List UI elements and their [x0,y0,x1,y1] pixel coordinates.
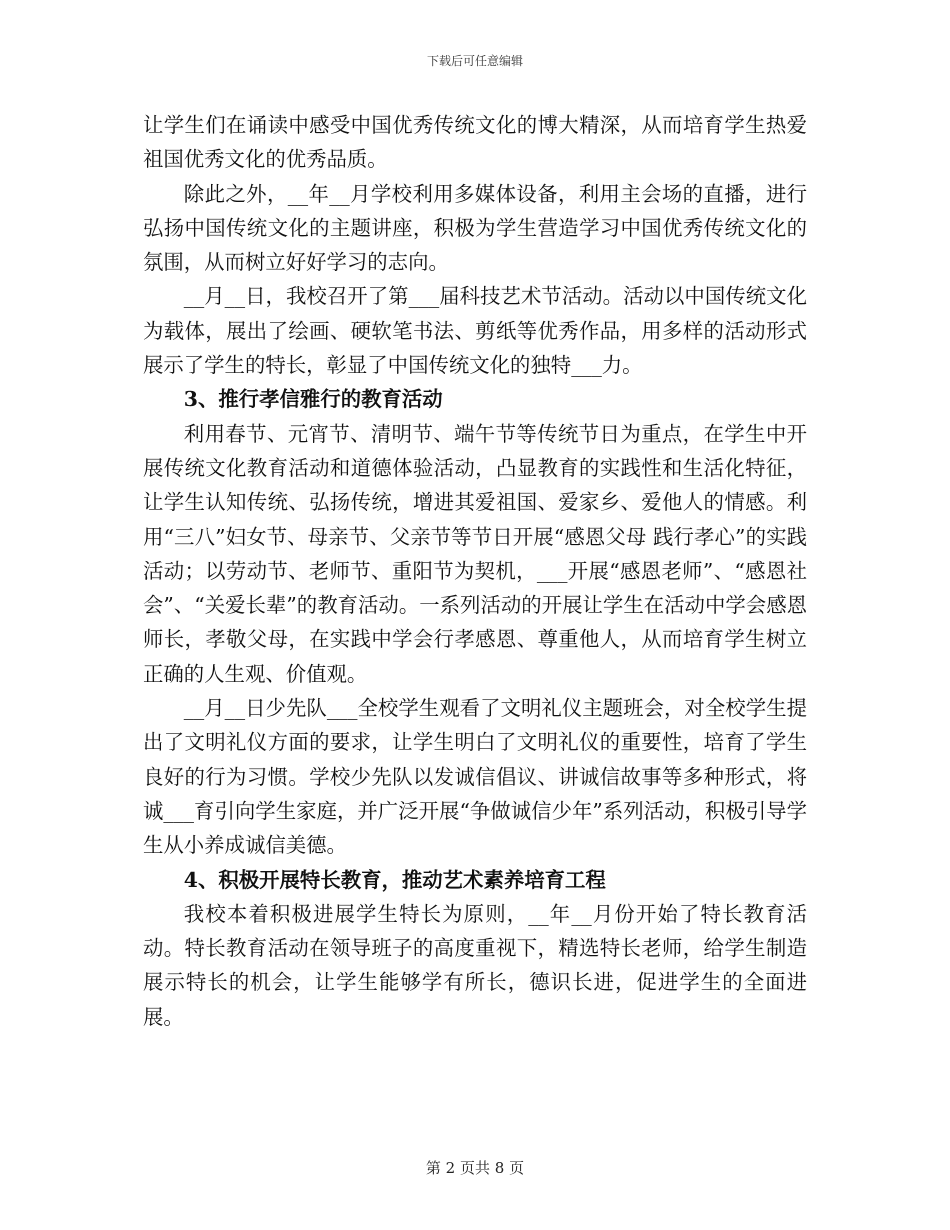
section-heading-3: 3、推行孝信雅行的教育活动 [183,387,443,412]
paragraph-continuation: 让学生们在诵读中感受中国优秀传统文化的博大精深，从而培育学生热爱祖国优秀文化的优秀品质。 [143,113,807,172]
section-heading-4: 4、积极开展特长教育，推动艺术素养培育工程 [183,867,606,892]
paragraph-art-festival: __月__日，我校召开了第___届科技艺术节活动。活动以中国传统文化为载体，展出了绘画、硬软笔书法、剪纸等优秀作品，用多样的活动形式展示了学生的特长，彰显了中国传统文化的独特___力。 [143,284,807,378]
paragraph-etiquette: __月__日少先队___全校学生观看了文明礼仪主题班会，对全校学生提出了文明礼仪方面的要求，让学生明白了文明礼仪的重要性，培育了学生良好的行为习惯。学校少先队以发诚信倡议、讲诚信故事等多种形式，将诚___育引向学生家庭，并广泛开展“争做诚信少年”系列活动，积极引导学生从小养成诚信美德。 [143,696,807,858]
paragraph-specialty-education: 我校本着积极进展学生特长为原则，__年__月份开始了特长教育活动。特长教育活动在领导班子的高度重视下，精选特长老师，给学生制造展示特长的机会，让学生能够学有所长，德识长进，促进学生的全面进展。 [143,901,807,1029]
page-header-note: 下载后可任意编辑 [426,54,523,68]
paragraph-lecture: 除此之外，__年__月学校利用多媒体设备，利用主会场的直播，进行弘扬中国传统文化的主题讲座，积极为学生营造学习中国优秀传统文化的氛围，从而树立好好学习的志向。 [143,181,807,275]
paragraph-festivals: 利用春节、元宵节、清明节、端午节等传统节日为重点，在学生中开展传统文化教育活动和道德体验活动，凸显教育的实践性和生活化特征，让学生认知传统、弘扬传统，增进其爱祖国、爱家乡、爱他人的情感。利用“三八”妇女节、母亲节、父亲节等节日开展“感恩父母 践行孝心”的实践活动；以劳动节、老师节、重阳节为契机，___开展“感恩老师”、“感恩社会”、“关爱长辈”的教育活动。一系列活动的开展让学生在活动中学会感恩师长，孝敬父母，在实践中学会行孝感恩、尊重他人，从而培育学生树立正确的人生观、价值观。 [143,421,807,686]
document-body [143,108,807,1034]
page-number: 第 2 页共 8 页 [425,1159,525,1177]
